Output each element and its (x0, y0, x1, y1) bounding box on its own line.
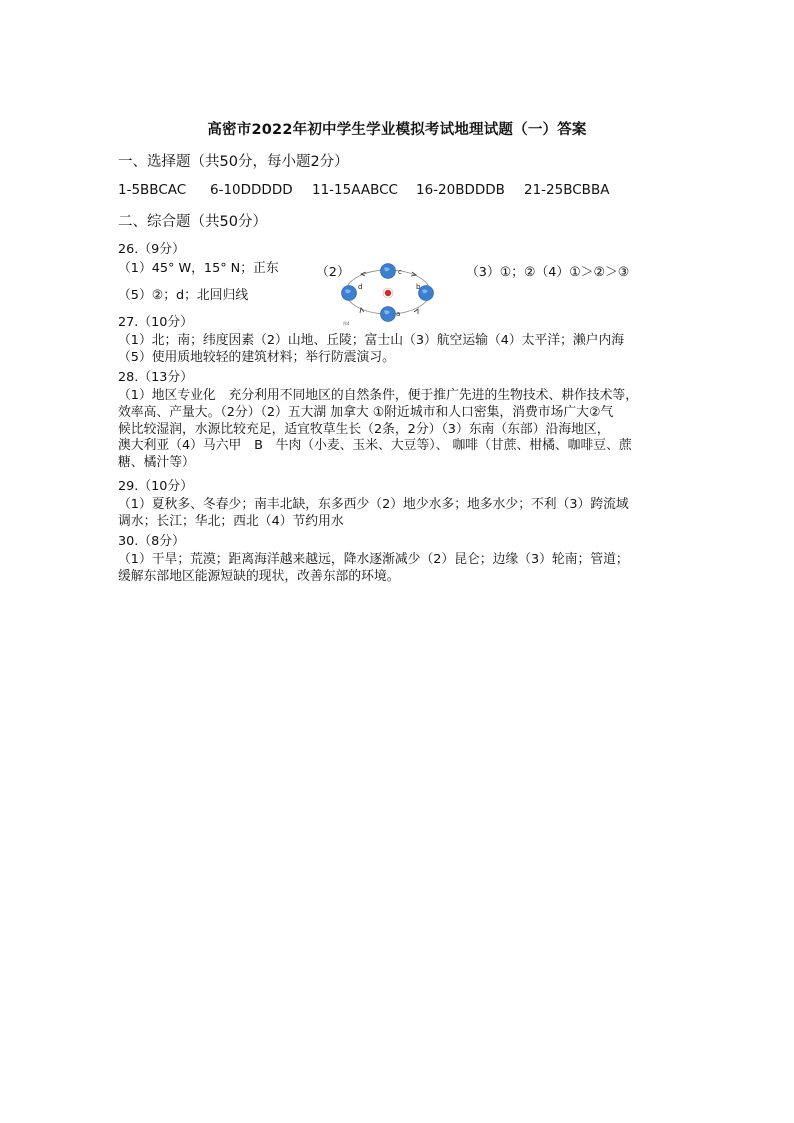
q28-line: 效率高、产量大。（2分）（2）五大湖 加拿大 ①附近城市和人口密集，消费市场广大②气 (118, 404, 614, 420)
q27-answer (118, 333, 678, 367)
mc-answer-group: 11-15AABCC (312, 182, 398, 198)
orbit-label-c: c (398, 268, 402, 276)
q29-line: （1）夏秋多、冬春少；南丰北缺，东多西少（2）地少水多；地多水少；不利（3）跨流域 (118, 497, 629, 512)
q26-part1: （1）45° W，15° N；正东 (118, 261, 279, 276)
q28-answer (118, 388, 678, 472)
q27-line: （5）使用质地较轻的建筑材料；举行防震演习。 (118, 349, 395, 365)
q30-header: 30.（8分） (118, 534, 185, 549)
figure-caption: 图4 (343, 321, 350, 326)
section-multiple-choice-heading: 一、选择题（共50分，每小题2分） (118, 154, 349, 170)
orbit-label-b: b (416, 283, 421, 291)
orbit-arrow-icon (414, 309, 418, 314)
q27-header: 27.（10分） (118, 315, 194, 330)
q29-answer (118, 497, 678, 531)
q26-part5: （5）②；d；北回归线 (118, 288, 249, 303)
q29-line: 调水；长江；华北；西北（4）节约用水 (118, 513, 344, 529)
q26-header: 26.（9分） (118, 242, 185, 257)
q28-line: 候比较湿润，水源比较充足，适宜牧草生长（2条，2分）（3）东南（东部）沿海地区， (118, 421, 610, 437)
q27-line: （1）北；南；纬度因素（2）山地、丘陵；富士山（3）航空运输（4）太平洋；濑户内海 (118, 333, 625, 348)
page-title: 高密市2022年初中学生学业模拟考试地理试题（一）答案 (207, 122, 587, 138)
q30-line: 缓解东部地区能源短缺的现状，改善东部的环境。 (118, 568, 400, 584)
q30-line: （1）干旱；荒漠；距离海洋越来越远，降水逐渐减少（2）昆仑；边缘（3）轮南；管道； (118, 552, 629, 567)
q26-part2: （2） (316, 265, 350, 280)
q28-line: 糖、橘汁等） (118, 455, 195, 471)
q26-part3-4: （3）①；②（4）①＞②＞③ (466, 265, 630, 280)
mc-answer-group: 21-25BCBBA (524, 182, 610, 198)
q28-header: 28.（13分） (118, 370, 194, 385)
mc-answer-group: 6-10DDDDD (210, 182, 293, 198)
orbit-arrow-icon (360, 308, 364, 313)
globe-icon-c (381, 264, 396, 279)
q28-line: （1）地区专业化 充分利用不同地区的自然条件，便于推广先进的生物技术、耕作技术等， (118, 388, 639, 403)
q28-line: 澳大利亚（4）马六甲 B 牛肉（小麦、玉米、大豆等）、 咖啡（甘蔗、柑橘、咖啡豆、蔗 (118, 438, 632, 454)
mc-answer-group: 1-5BBCAC (118, 182, 187, 198)
q30-answer (118, 552, 678, 586)
multiple-choice-answers (118, 182, 609, 198)
section-comprehensive-heading: 二、综合题（共50分） (118, 214, 267, 230)
orbit-label-d: d (358, 283, 363, 291)
mc-answer-group: 16-20BDDDB (416, 182, 505, 198)
q29-header: 29.（10分） (118, 479, 194, 494)
orbit-label-a: a (396, 310, 401, 318)
